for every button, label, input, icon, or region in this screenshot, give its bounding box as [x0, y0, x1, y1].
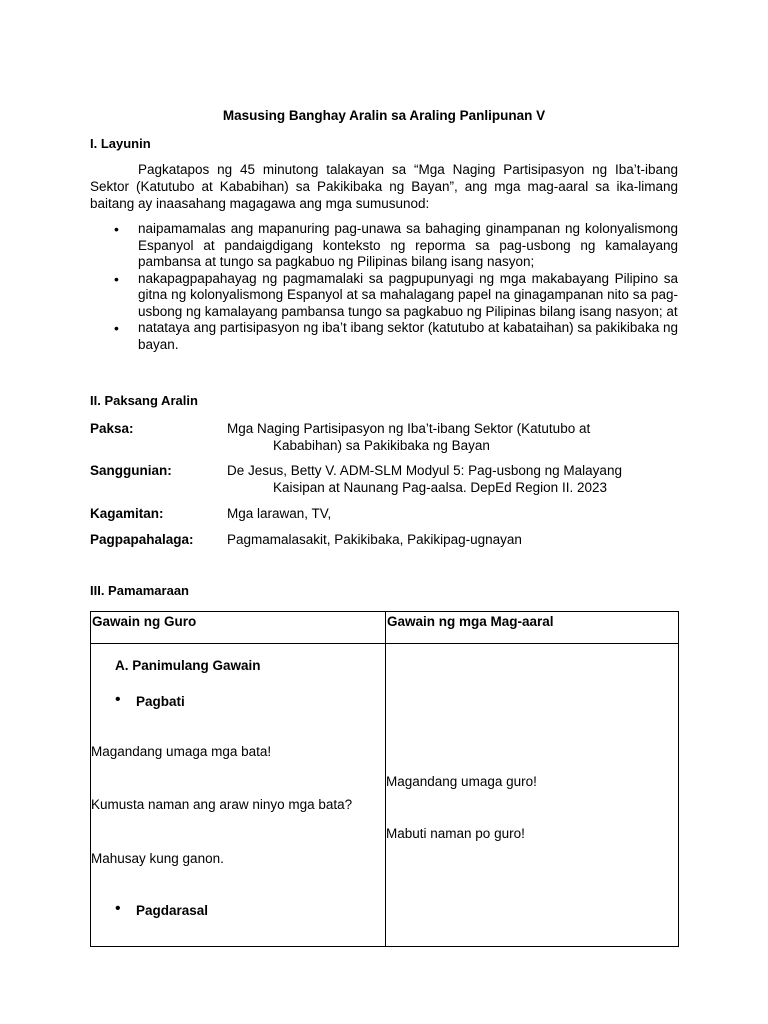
sanggunian-line2: Kaisipan at Naunang Pag-aalsa. DepEd Region II. 2023 [273, 480, 607, 495]
mag-aaral-cell [386, 644, 679, 947]
sanggunian-value [227, 462, 678, 496]
guro-line-1: Magandang umaga mga bata! [91, 744, 272, 759]
paksa-value [227, 420, 678, 454]
list-item: • naipamamalas ang mapanuring pag-unawa sa bahaging ginampanan ng kolonyalismong Espanyol at pandaigdigang konteksto ng reporma sa pag-usbong ng kamalayang pambansa at tungo sa pagkabuo ng Pilipinas bilang isang nasyon; [90, 221, 678, 271]
mag-aaral-line-1: Magandang umaga guro! [386, 774, 537, 789]
pagbati-label: Pagbati [136, 694, 185, 709]
guro-line-2: Kumusta naman ang araw ninyo mga bata? [91, 797, 353, 812]
list-item: • nakapagpapahayag ng pagmamalaki sa pagpupunyagi ng mga makabayang Pilipino sa gitna ng kolonyalismong Espanyol at sa mahalagang papel na ginagampanan nito sa pag-usbong ng kamalayang pambansa tungo sa pagkabuo ng Pilipinas bilang isang nasyon; at [90, 271, 678, 321]
pagdarasal-label: Pagdarasal [136, 903, 209, 918]
pagpapahalaga-label: Pagpapahalaga: [90, 532, 194, 547]
mag-aaral-line-2: Mabuti naman po guro! [386, 826, 525, 841]
pagpapahalaga-value: Pagmamalasakit, Pakikibaka, Pakikipag-ugnayan [227, 532, 522, 547]
pamamaraan-heading: III. Pamamaraan [90, 583, 189, 598]
document-title: Masusing Banghay Aralin sa Araling Panlipunan V [222, 108, 546, 123]
kagamitan-label: Kagamitan: [90, 506, 164, 521]
layunin-intro: Pagkatapos ng 45 minutong talakayan sa “Mga Naging Partisipasyon ng Iba’t-ibang Sektor (Katutubo at Kababihan) sa Pakikibaka ng Bayan”, ang mga mag-aaral sa ika-limang baitang ay inaasahang magagawa ang mga sumusunod: [90, 162, 678, 211]
kagamitan-value: Mga larawan, TV, [227, 506, 332, 521]
list-item: • natataya ang partisipasyon ng iba’t ibang sektor (katutubo at kabataihan) sa pakikibaka ng bayan. [90, 320, 678, 353]
pamamaraan-table [90, 611, 679, 947]
sanggunian-line1: De Jesus, Betty V. ADM-SLM Modyul 5: Pag-usbong ng Malayang [227, 463, 622, 478]
bullet-icon: • [115, 691, 121, 708]
paksa-label: Paksa: [90, 421, 134, 436]
bullet-icon: • [115, 900, 121, 917]
section-a-heading: A. Panimulang Gawain [115, 658, 261, 673]
guro-cell [91, 644, 386, 947]
layunin-heading: I. Layunin [90, 136, 151, 151]
col-header-mag-aaral: Gawain ng mga Mag-aaral [386, 612, 679, 644]
paksang-aralin-heading: II. Paksang Aralin [90, 393, 198, 408]
paksa-line1: Mga Naging Partisipasyon ng Iba’t-ibang Sektor (Katutubo at [227, 421, 591, 436]
layunin-list [90, 221, 678, 353]
guro-line-3: Mahusay kung ganon. [91, 851, 224, 866]
col-header-guro: Gawain ng Guro [91, 612, 386, 644]
sanggunian-label: Sanggunian: [90, 463, 172, 478]
paksa-line2: Kababihan) sa Pakikibaka ng Bayan [273, 438, 490, 453]
